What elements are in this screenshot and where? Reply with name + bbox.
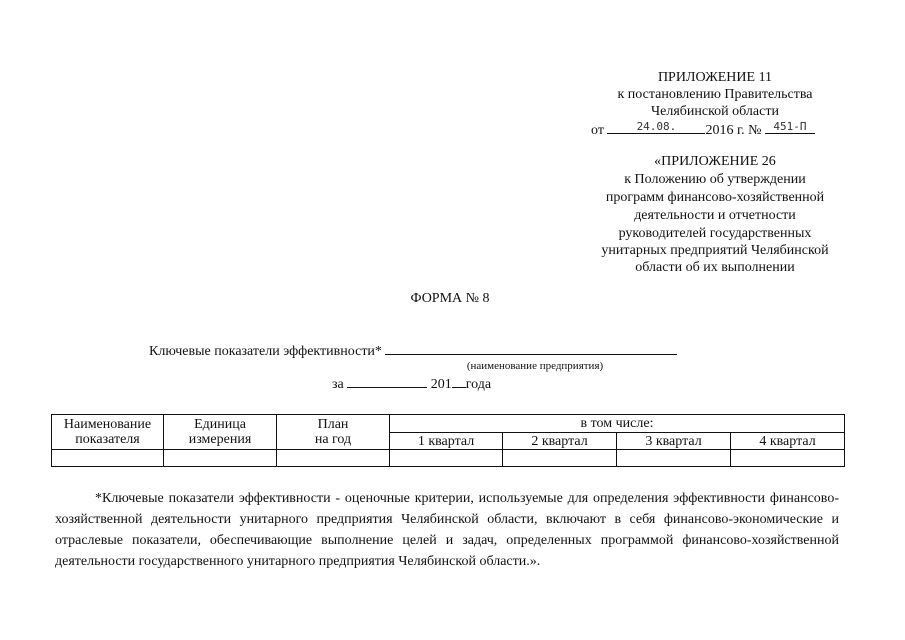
appendix-11-line2: Челябинской области: [651, 104, 779, 119]
col-header-plan: План на год: [277, 415, 390, 450]
kpi-title: Ключевые показатели эффективности*: [149, 344, 382, 359]
appendix-11-date-line: [591, 119, 815, 139]
appendix-26-line6: области об их выполнении: [635, 260, 795, 275]
date-prefix: от: [591, 123, 604, 138]
enterprise-name-field: [385, 340, 677, 355]
table-cell[interactable]: [164, 450, 277, 467]
kpi-table: [51, 414, 845, 467]
period-prefix: за: [332, 377, 344, 392]
date-value: 24.08.: [636, 120, 677, 133]
col-header-q1: 1 квартал: [390, 433, 503, 450]
table-cell[interactable]: [277, 450, 390, 467]
kpi-title-line: [149, 340, 677, 360]
appendix-26-title: «ПРИЛОЖЕНИЕ 26: [654, 154, 776, 169]
table-row: [52, 450, 845, 467]
appendix-26-line2: программ финансово-хозяйственной: [605, 190, 825, 205]
appendix-26-line3: деятельности и отчетности: [634, 208, 796, 223]
footnote: *Ключевые показатели эффективности - оценочные критерии, используемые для определения эффективности финансово-хозяйственной деятельности унитарного предприятия Челябинской области, включают в себя финансово-экономические и отраслевые показатели, обеспечивающие выполнение целей и задач, определенных программой финансово-хозяйственной деятельности государственного унитарного предприятия Челябинской области.».: [55, 491, 839, 569]
number-value: 451-П: [773, 120, 807, 133]
year-word: года: [465, 377, 492, 392]
col-header-unit: Единица измерения: [164, 415, 277, 450]
number-field: [765, 119, 815, 134]
col-header-including: в том числе:: [390, 415, 845, 433]
col-header-indicator: Наименование показателя: [52, 415, 164, 450]
col-header-q2: 2 квартал: [503, 433, 617, 450]
appendix-26-line4: руководителей государственных: [618, 226, 812, 241]
appendix-26-line1: к Положению об утверждении: [624, 172, 806, 187]
date-field: [607, 119, 705, 134]
form-number: ФОРМА № 8: [410, 291, 490, 306]
table-cell[interactable]: [731, 450, 845, 467]
table-cell[interactable]: [503, 450, 617, 467]
year-prefix: 201: [430, 377, 452, 392]
col-header-q4: 4 квартал: [731, 433, 845, 450]
year-label: 2016 г. №: [705, 123, 762, 138]
period-field: [347, 373, 427, 388]
col-header-q3: 3 квартал: [617, 433, 731, 450]
appendix-11-title: ПРИЛОЖЕНИЕ 11: [657, 70, 773, 85]
table-cell[interactable]: [390, 450, 503, 467]
year-suffix-field: [452, 373, 466, 388]
enterprise-name-caption: (наименование предприятия): [466, 360, 604, 372]
table-cell[interactable]: [52, 450, 164, 467]
appendix-11-line1: к постановлению Правительства: [617, 87, 813, 102]
table-cell[interactable]: [617, 450, 731, 467]
appendix-26-line5: унитарных предприятий Челябинской: [601, 243, 829, 258]
period-line: [332, 373, 491, 393]
